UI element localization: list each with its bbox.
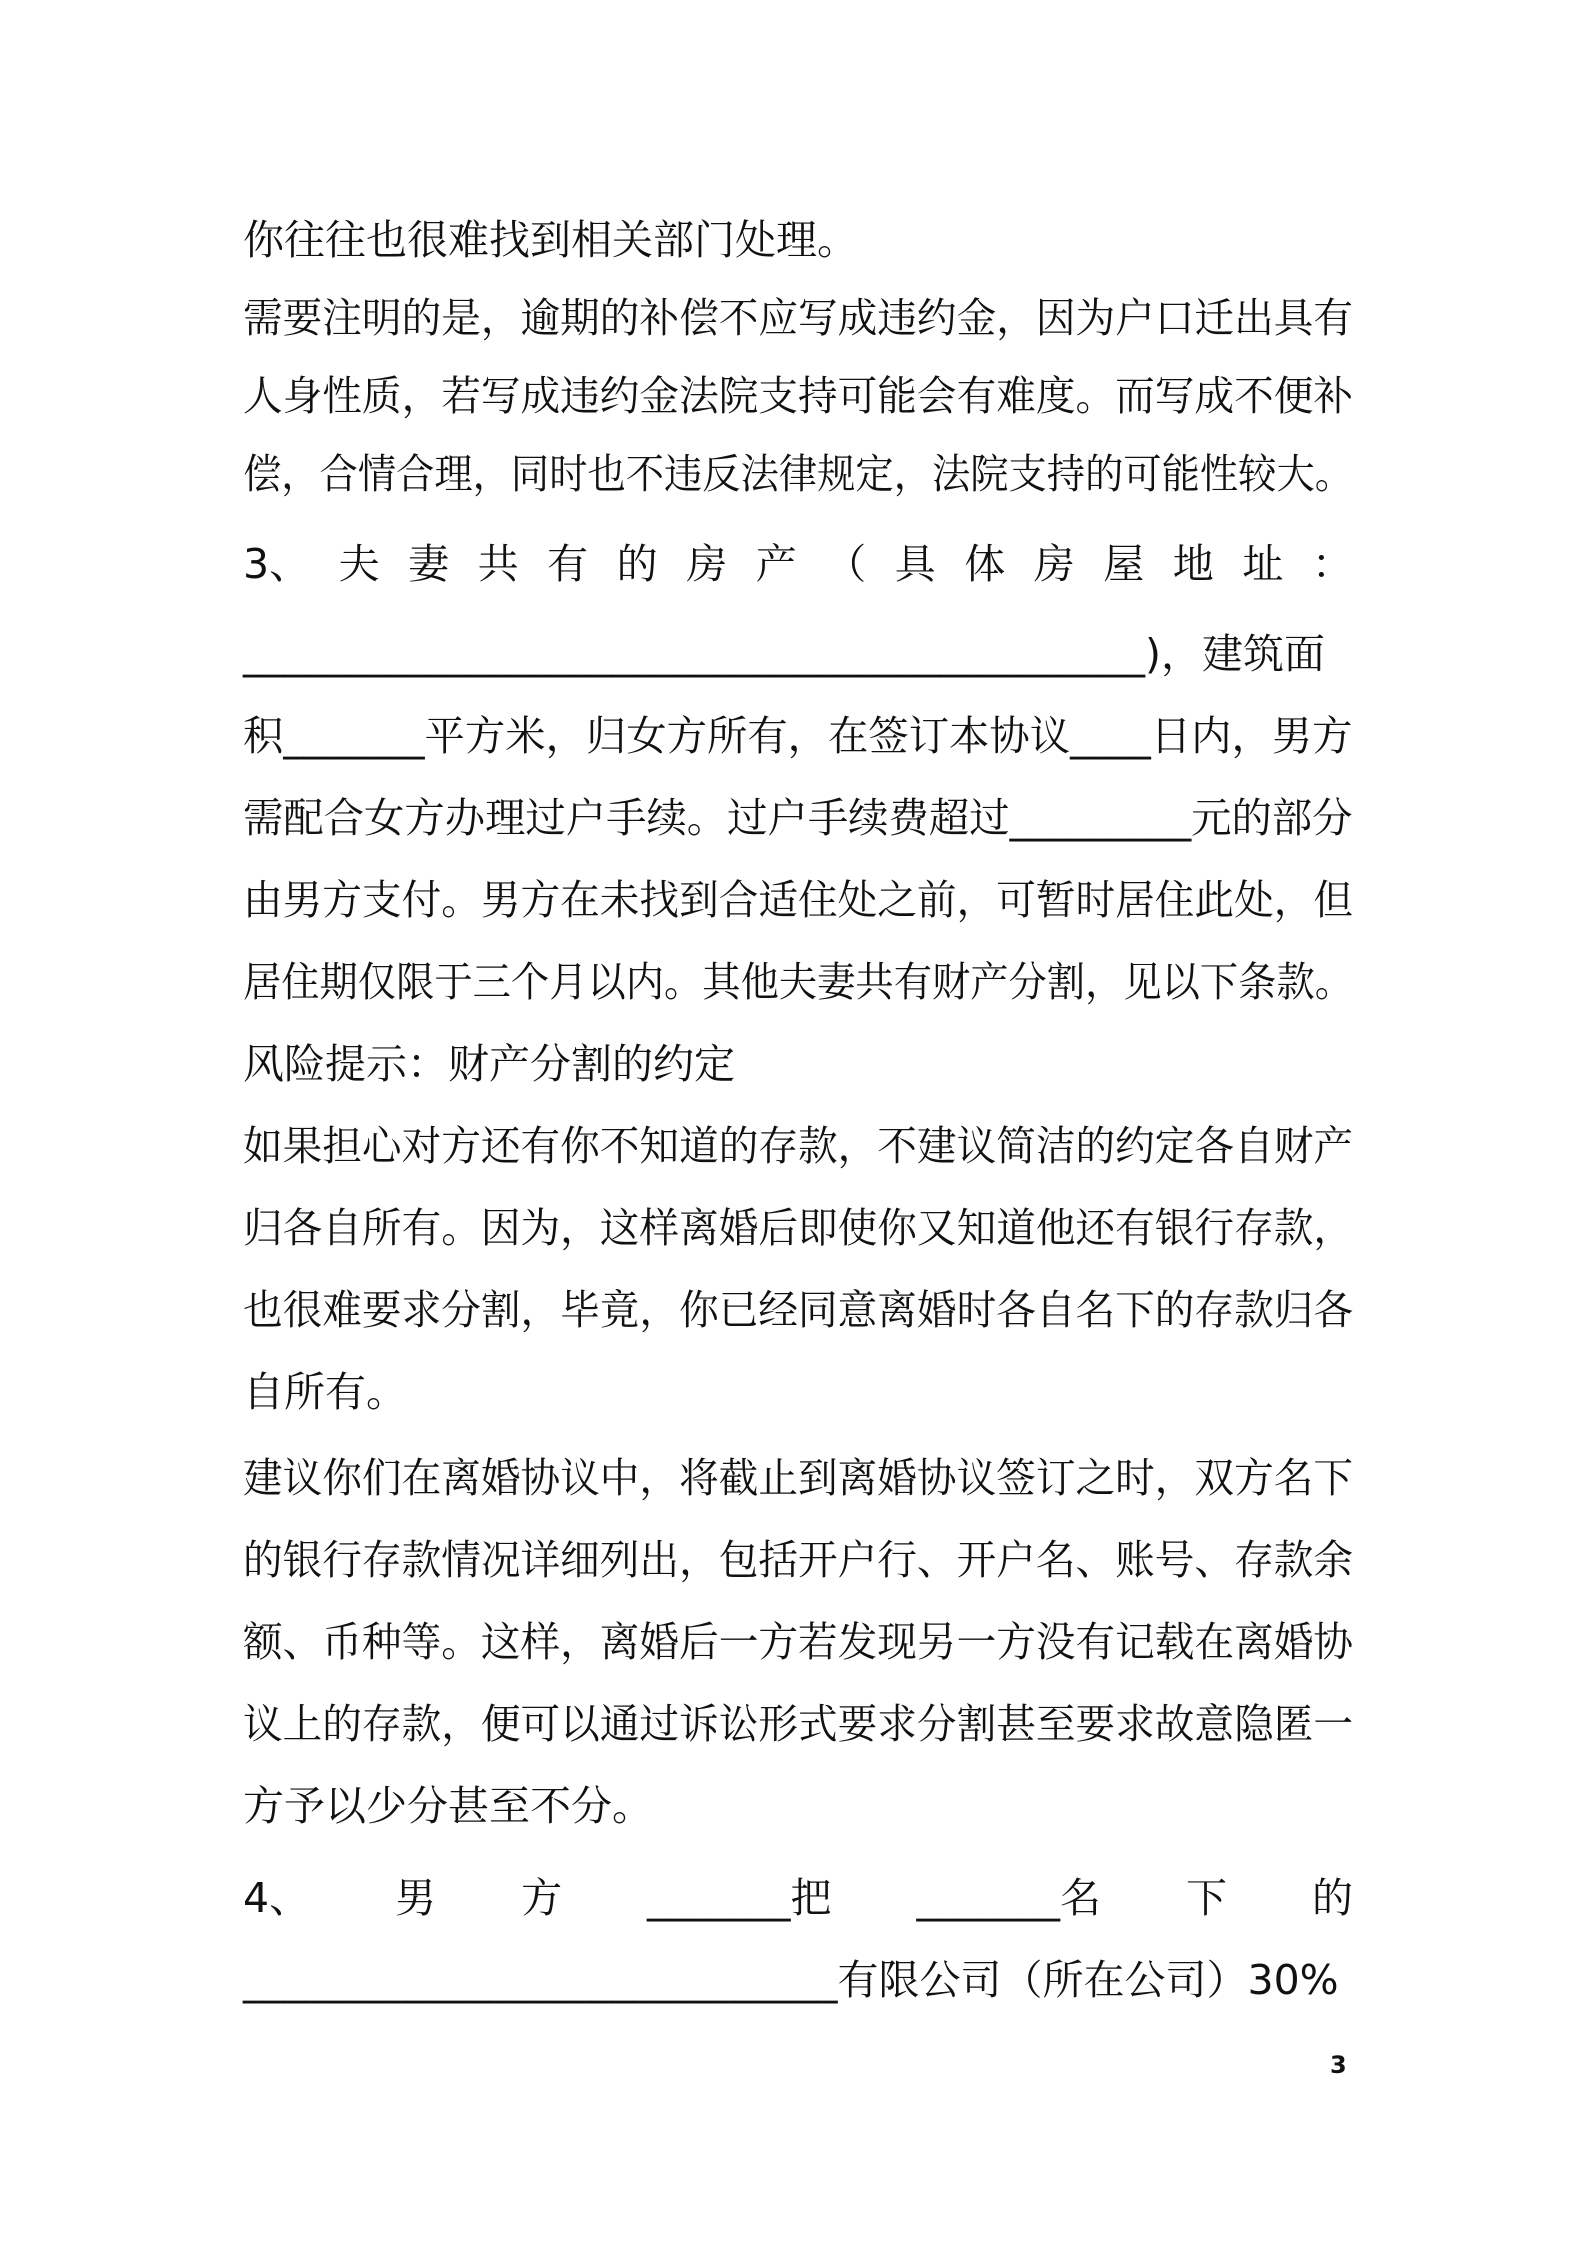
paragraph-line: 你往往也很难找到相关部门处理。 bbox=[243, 216, 858, 264]
heading-token: 男 bbox=[395, 1874, 437, 1922]
paragraph-line: 归各自所有。因为，这样离婚后即使你又知道他还有银行存款， bbox=[243, 1204, 1353, 1252]
heading-token: _______名 bbox=[916, 1874, 1102, 1922]
heading-token: _______把 bbox=[647, 1874, 832, 1922]
heading-token: 4、 bbox=[243, 1874, 311, 1922]
risk-title: 风险提示：财产分割的约定 bbox=[243, 1040, 735, 1088]
paragraph-line: 由男方支付。男方在未找到合适住处之前，可暂时居住此处，但 bbox=[243, 876, 1353, 924]
heading-token: 有 bbox=[547, 540, 589, 588]
paragraph-line: 需配合女方办理过户手续。过户手续费超过_________元的部分 bbox=[243, 794, 1353, 842]
paragraph-line: 如果担心对方还有你不知道的存款，不建议简洁的约定各自财产 bbox=[243, 1122, 1353, 1170]
heading-token: 屋 bbox=[1103, 540, 1145, 588]
paragraph-line: 人身性质，若写成违约金法院支持可能会有难度。而写成不便补 bbox=[243, 372, 1353, 420]
heading-token: 下 bbox=[1186, 1874, 1228, 1922]
heading-token: 共 bbox=[477, 540, 519, 588]
paragraph-line: 自所有。 bbox=[243, 1368, 407, 1416]
paragraph-line: 居住期仅限于三个月以内。其他夫妻共有财产分割，见以下条款。 bbox=[243, 958, 1353, 1006]
paragraph-line: _____________________________有限公司（所在公司）30% bbox=[243, 1956, 1339, 2004]
paragraph-line: 偿，合情合理，同时也不违反法律规定，法院支持的可能性较大。 bbox=[243, 450, 1353, 498]
paragraph-line: 议上的存款，便可以通过诉讼形式要求分割甚至要求故意隐匿一 bbox=[243, 1700, 1353, 1748]
paragraph-line: 也很难要求分割，毕竟，你已经同意离婚时各自名下的存款归各 bbox=[243, 1286, 1353, 1334]
heading-token: 方 bbox=[521, 1874, 563, 1922]
heading-token: 房 bbox=[686, 540, 728, 588]
paragraph-line: 积_______平方米，归女方所有，在签订本协议____日内，男方 bbox=[243, 712, 1353, 760]
heading-token: 体 bbox=[964, 540, 1006, 588]
paragraph-line: 建议你们在离婚协议中，将截止到离婚协议签订之时，双方名下 bbox=[243, 1454, 1353, 1502]
paragraph-line: 需要注明的是，逾期的补偿不应写成违约金，因为户口迁出具有 bbox=[243, 294, 1353, 342]
heading-token: 址 bbox=[1242, 540, 1284, 588]
paragraph-line: 额、币种等。这样，离婚后一方若发现另一方没有记载在离婚协 bbox=[243, 1618, 1353, 1666]
heading-token: 地 bbox=[1172, 540, 1214, 588]
clause-3-heading bbox=[243, 537, 1353, 591]
heading-token: 的 bbox=[1312, 1874, 1353, 1922]
heading-token: 的 bbox=[616, 540, 658, 588]
heading-token: （ bbox=[825, 540, 867, 588]
heading-token: 夫 bbox=[338, 540, 380, 588]
heading-token: 3、 bbox=[243, 540, 311, 588]
paragraph-line: ____________________________________________)，建筑面 bbox=[243, 630, 1325, 678]
heading-token: 房 bbox=[1033, 540, 1075, 588]
clause-4-heading bbox=[243, 1871, 1353, 1925]
paragraph-line: 方予以少分甚至不分。 bbox=[243, 1782, 653, 1830]
heading-token: ： bbox=[1311, 540, 1353, 588]
heading-token: 妻 bbox=[408, 540, 450, 588]
page-number: 3 bbox=[1330, 2051, 1347, 2079]
heading-token: 产 bbox=[755, 540, 797, 588]
heading-token: 具 bbox=[894, 540, 936, 588]
paragraph-line: 的银行存款情况详细列出，包括开户行、开户名、账号、存款余 bbox=[243, 1536, 1353, 1584]
